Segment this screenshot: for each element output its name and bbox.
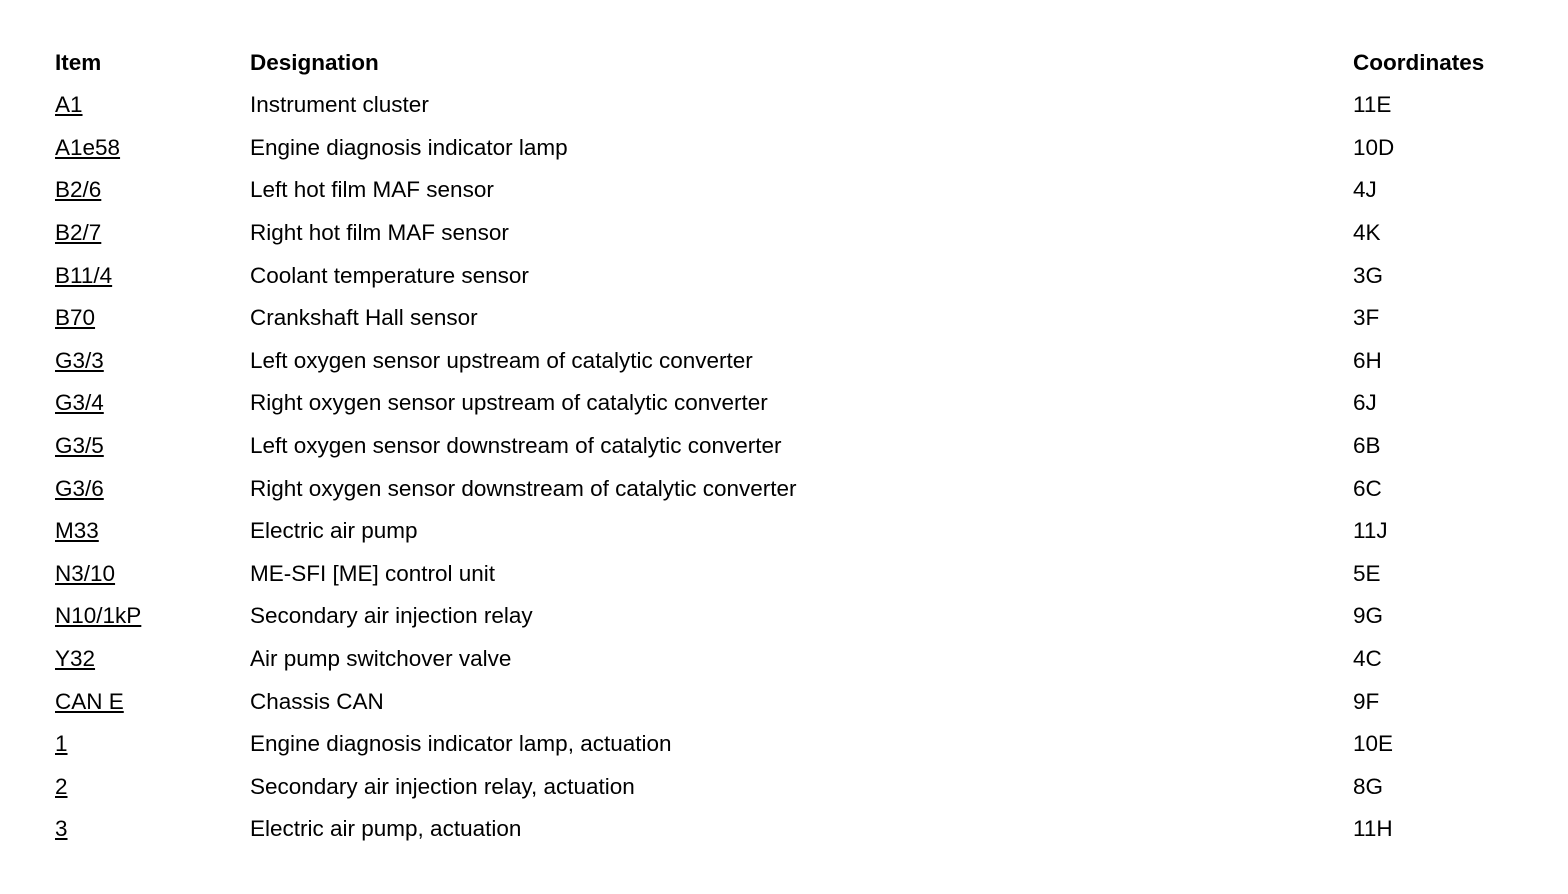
designation-cell: Crankshaft Hall sensor: [250, 305, 478, 331]
designation-cell: Electric air pump: [250, 518, 418, 544]
table-row: [55, 766, 1515, 809]
designation-cell: Engine diagnosis indicator lamp: [250, 134, 568, 160]
table-row: [55, 595, 1515, 638]
designation-cell: Air pump switchover valve: [250, 646, 512, 672]
table-row: [55, 254, 1515, 297]
item-cell: [55, 723, 250, 766]
table-row: [55, 638, 1515, 681]
designation-cell: Instrument cluster: [250, 92, 429, 118]
coordinates-cell: 10D: [1353, 134, 1395, 160]
item-cell: [55, 254, 250, 297]
column-header-coordinates: Coordinates: [1353, 50, 1485, 75]
table-row: [55, 169, 1515, 212]
item-cell: [55, 510, 250, 553]
item-link[interactable]: M33: [55, 518, 99, 544]
designation-cell: Secondary air injection relay: [250, 603, 533, 629]
coordinates-cell: 6H: [1353, 347, 1382, 373]
coordinates-cell: 4K: [1353, 220, 1381, 246]
coordinates-cell: 10E: [1353, 731, 1394, 757]
item-cell: [55, 340, 250, 383]
designation-cell: Electric air pump, actuation: [250, 816, 522, 842]
table-row: [55, 340, 1515, 383]
item-cell: [55, 808, 250, 851]
item-link[interactable]: B2/7: [55, 220, 102, 246]
table-row: [55, 84, 1515, 127]
coordinates-cell: 6C: [1353, 475, 1382, 501]
item-cell: [55, 680, 250, 723]
coordinates-cell: 11J: [1353, 518, 1388, 544]
table-header-row: [55, 42, 1515, 84]
coordinates-cell: 6J: [1353, 390, 1377, 416]
component-legend-table: [55, 42, 1515, 851]
item-cell: [55, 84, 250, 127]
coordinates-cell: 5E: [1353, 560, 1381, 586]
item-link[interactable]: G3/4: [55, 390, 104, 416]
table-row: [55, 680, 1515, 723]
coordinates-cell: 4J: [1353, 177, 1377, 203]
item-link[interactable]: B70: [55, 305, 96, 331]
coordinates-cell: 9F: [1353, 688, 1380, 714]
table-row: [55, 723, 1515, 766]
designation-cell: Coolant temperature sensor: [250, 262, 529, 288]
coordinates-cell: 9G: [1353, 603, 1384, 629]
table-row: [55, 382, 1515, 425]
item-link[interactable]: G3/6: [55, 475, 104, 501]
table-row: [55, 297, 1515, 340]
table-row: [55, 467, 1515, 510]
item-cell: [55, 297, 250, 340]
item-link[interactable]: Y32: [55, 646, 96, 672]
item-link[interactable]: N3/10: [55, 560, 116, 586]
designation-cell: Right oxygen sensor downstream of catalytic converter: [250, 475, 797, 501]
item-link[interactable]: B11/4: [55, 262, 113, 288]
coordinates-cell: 6B: [1353, 433, 1381, 459]
table-row: [55, 425, 1515, 468]
coordinates-cell: 3F: [1353, 305, 1380, 331]
designation-cell: Left oxygen sensor upstream of catalytic converter: [250, 347, 753, 373]
table-row: [55, 808, 1515, 851]
item-link[interactable]: N10/1kP: [55, 603, 142, 629]
item-cell: [55, 382, 250, 425]
designation-cell: Engine diagnosis indicator lamp, actuation: [250, 731, 672, 757]
item-cell: [55, 766, 250, 809]
coordinates-cell: 11E: [1353, 92, 1392, 118]
designation-cell: Right hot film MAF sensor: [250, 220, 509, 246]
item-link[interactable]: A1: [55, 92, 83, 118]
designation-cell: Secondary air injection relay, actuation: [250, 773, 635, 799]
item-link[interactable]: CAN E: [55, 688, 124, 714]
item-cell: [55, 212, 250, 255]
item-cell: [55, 425, 250, 468]
item-link[interactable]: 2: [55, 773, 68, 799]
designation-cell: ME-SFI [ME] control unit: [250, 560, 496, 586]
column-header-item: Item: [55, 50, 102, 75]
item-cell: [55, 595, 250, 638]
coordinates-cell: 4C: [1353, 646, 1382, 672]
item-link[interactable]: G3/3: [55, 347, 104, 373]
item-cell: [55, 467, 250, 510]
coordinates-cell: 11H: [1353, 816, 1393, 842]
table-row: [55, 212, 1515, 255]
item-link[interactable]: G3/5: [55, 433, 104, 459]
item-cell: [55, 638, 250, 681]
designation-cell: Right oxygen sensor upstream of catalytic converter: [250, 390, 768, 416]
table-row: [55, 553, 1515, 596]
item-cell: [55, 553, 250, 596]
column-header-designation: Designation: [250, 50, 379, 75]
item-link[interactable]: 3: [55, 816, 68, 842]
coordinates-cell: 3G: [1353, 262, 1384, 288]
item-link[interactable]: 1: [55, 731, 68, 757]
item-cell: [55, 169, 250, 212]
designation-cell: Left hot film MAF sensor: [250, 177, 494, 203]
designation-cell: Left oxygen sensor downstream of catalytic converter: [250, 433, 782, 459]
table-row: [55, 127, 1515, 170]
coordinates-cell: 8G: [1353, 773, 1384, 799]
item-link[interactable]: B2/6: [55, 177, 102, 203]
designation-cell: Chassis CAN: [250, 688, 384, 714]
item-cell: [55, 127, 250, 170]
item-link[interactable]: A1e58: [55, 134, 121, 160]
table-row: [55, 510, 1515, 553]
